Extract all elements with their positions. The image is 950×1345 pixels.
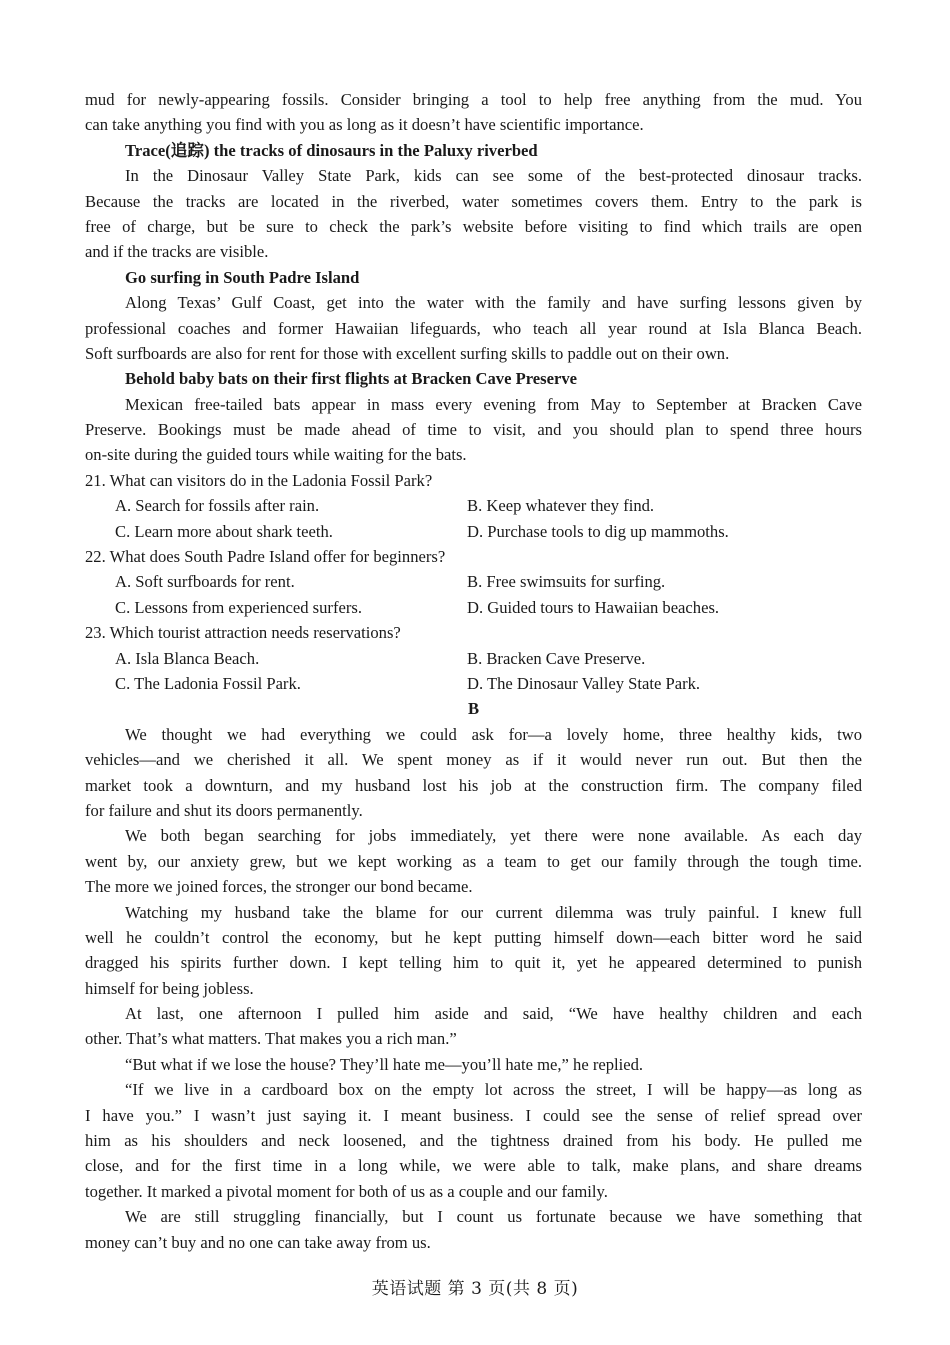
- text-line: Along Texas’ Gulf Coast, get into the water with the family and have surfing lessons given by: [125, 293, 862, 313]
- text-line: Preserve. Bookings must be made ahead of time to visit, and you should plan to spend three hours: [85, 420, 862, 440]
- text-line: himself for being jobless.: [85, 978, 254, 998]
- option-row: [85, 493, 862, 518]
- answer-option: C. Lessons from experienced surfers.: [115, 597, 362, 617]
- paragraph: [85, 722, 862, 824]
- text-line: Mexican free-tailed bats appear in mass every evening from May to September at Bracken Cave: [125, 394, 862, 414]
- option-row: [85, 519, 862, 544]
- text-line: professional coaches and former Hawaiian lifeguards, who teach all year round at Isla Blanca Beach.: [85, 318, 862, 338]
- answer-option: B. Free swimsuits for surfing.: [467, 572, 666, 592]
- text-line: “But what if we lose the house? They’ll hate me—you’ll hate me,” he replied.: [125, 1054, 644, 1074]
- paragraph: [85, 290, 862, 366]
- answer-option: C. Learn more about shark teeth.: [115, 521, 333, 541]
- page-footer: 英语试题 第 3 页(共 8 页): [371, 1279, 579, 1299]
- text-line: The more we joined forces, the stronger our bond became.: [85, 877, 473, 897]
- text-line: free of charge, but be sure to check the park’s website before visiting to find which trails are open: [85, 216, 862, 236]
- text-line: Watching my husband take the blame for our current dilemma was truly painful. I knew full: [125, 902, 862, 922]
- text-line: Because the tracks are located in the riverbed, water sometimes covers them. Entry to the park is: [85, 191, 862, 211]
- section-heading: Behold baby bats on their first flights at Bracken Cave Preserve: [125, 369, 578, 389]
- text-line: We thought we had everything we could ask for—a lovely home, three healthy kids, two: [125, 724, 862, 744]
- paragraph: [85, 1204, 862, 1255]
- section-heading: Go surfing in South Padre Island: [125, 267, 360, 287]
- text-line: market took a downturn, and my husband lost his job at the construction firm. The company filed: [85, 775, 862, 795]
- option-row: [85, 569, 862, 594]
- text-line: close, and for the first time in a long while, we were able to talk, make plans, and share dreams: [85, 1156, 862, 1176]
- question-stem: 23. Which tourist attraction needs reservations?: [85, 623, 401, 643]
- paragraph: [85, 1001, 862, 1052]
- passage-label: B: [467, 699, 480, 719]
- paragraph: [85, 1077, 862, 1204]
- answer-option: A. Isla Blanca Beach.: [115, 648, 260, 668]
- section-heading: Trace(追踪) the tracks of dinosaurs in the Paluxy riverbed: [125, 140, 538, 160]
- answer-option: B. Bracken Cave Preserve.: [467, 648, 646, 668]
- text-line: Soft surfboards are also for rent for those with excellent surfing skills to paddle out on their own.: [85, 343, 730, 363]
- option-row: [85, 595, 862, 620]
- question-stem: 21. What can visitors do in the Ladonia Fossil Park?: [85, 470, 433, 490]
- text-line: We both began searching for jobs immediately, yet there were none available. As each day: [125, 826, 862, 846]
- text-line: We are still struggling financially, but I count us fortunate because we have something that: [125, 1207, 862, 1227]
- option-row: [85, 646, 862, 671]
- answer-option: D. Purchase tools to dig up mammoths.: [467, 521, 729, 541]
- paragraph: [85, 392, 862, 468]
- text-line: mud for newly-appearing fossils. Consider bringing a tool to help free anything from the mud. You: [85, 90, 862, 109]
- exam-page-body: [85, 87, 862, 1255]
- answer-option: D. The Dinosaur Valley State Park.: [467, 673, 701, 693]
- text-line: him as his shoulders and neck loosened, and the tightness drained from his body. He pulled me: [85, 1131, 862, 1151]
- paragraph: [85, 900, 862, 1002]
- paragraph: [85, 87, 862, 138]
- text-line: together. It marked a pivotal moment for both of us as a couple and our family.: [85, 1181, 608, 1201]
- text-line: can take anything you find with you as long as it doesn’t have scientific importance.: [85, 115, 644, 135]
- text-line: I have you.” I wasn’t just saying it. I meant business. I could see the sense of relief spread over: [85, 1105, 862, 1125]
- text-line: dragged his spirits further down. I kept telling him to quit it, yet he appeared determined to punish: [85, 953, 862, 973]
- text-line: went by, our anxiety grew, but we kept working as a team to get our family through the tough time.: [85, 851, 862, 871]
- question-stem: 22. What does South Padre Island offer for beginners?: [85, 547, 446, 567]
- text-line: on-site during the guided tours while waiting for the bats.: [85, 445, 467, 465]
- text-line: and if the tracks are visible.: [85, 242, 269, 262]
- answer-option: A. Soft surfboards for rent.: [115, 572, 295, 592]
- text-line: At last, one afternoon I pulled him aside and said, “We have healthy children and each: [125, 1004, 862, 1024]
- paragraph: [85, 823, 862, 899]
- option-row: [85, 671, 862, 696]
- answer-option: B. Keep whatever they find.: [467, 496, 655, 516]
- answer-option: C. The Ladonia Fossil Park.: [115, 673, 301, 693]
- text-line: other. That’s what matters. That makes you a rich man.”: [85, 1029, 457, 1049]
- answer-option: D. Guided tours to Hawaiian beaches.: [467, 597, 720, 617]
- text-line: vehicles—and we cherished it all. We spent money as if it would never run out. But then the: [85, 750, 862, 770]
- text-line: In the Dinosaur Valley State Park, kids can see some of the best-protected dinosaur tracks.: [125, 166, 862, 186]
- text-line: money can’t buy and no one can take away from us.: [85, 1232, 431, 1252]
- text-line: well he couldn’t control the economy, but he kept putting himself down—each bitter word he said: [85, 927, 862, 947]
- text-line: “If we live in a cardboard box on the empty lot across the street, I will be happy—as long as: [125, 1080, 862, 1100]
- answer-option: A. Search for fossils after rain.: [115, 496, 320, 516]
- text-line: for failure and shut its doors permanently.: [85, 800, 363, 820]
- paragraph: [85, 163, 862, 265]
- paragraph: [85, 1052, 862, 1077]
